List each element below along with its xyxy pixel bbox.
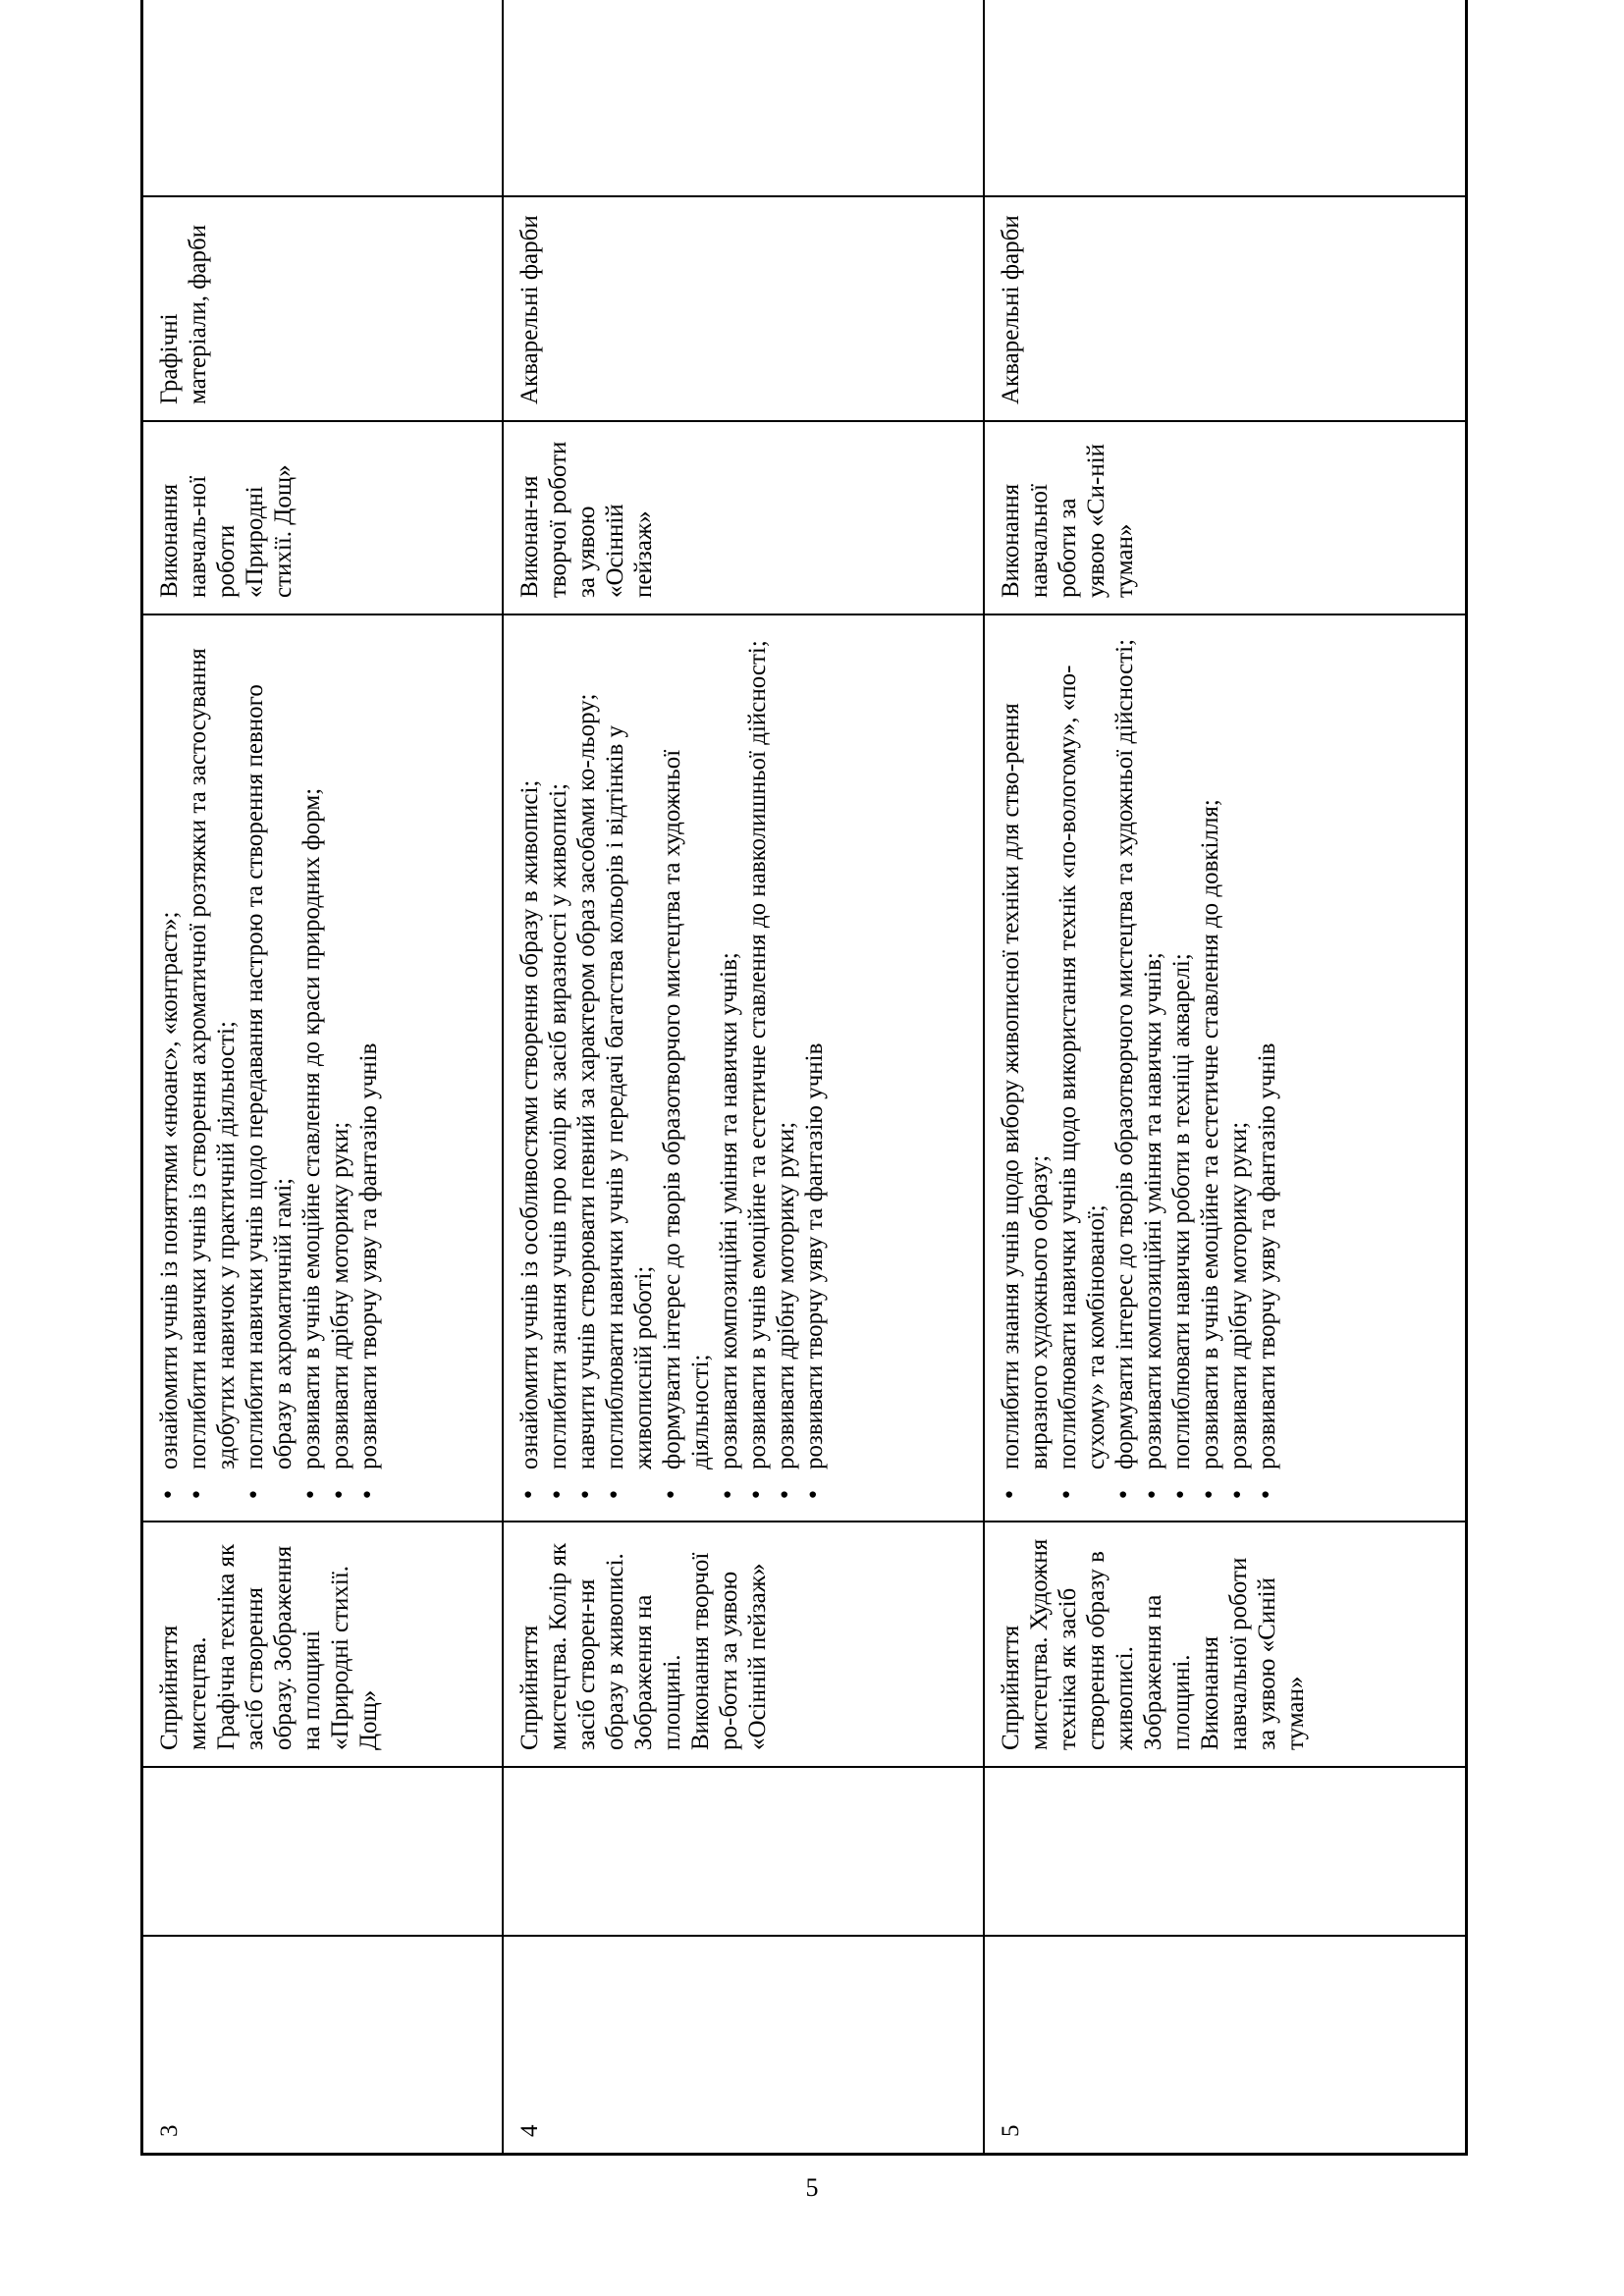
task-item: • розвивати дрібну моторику руки; [326,631,354,1505]
lesson-number: 4 [503,1936,984,2155]
lesson-number: 5 [984,1936,1466,2155]
lesson-tasks [142,614,503,1522]
task-item: • формувати інтерес до творів образотворчого мистецтва та художньої дійсності; [1110,631,1139,1505]
empty-cell [503,1767,984,1936]
task-list [997,631,1281,1505]
empty-cell [142,1767,503,1936]
task-item: • ознайомити учнів із особливостями створення образу в живописі; [515,631,544,1505]
task-list [515,631,829,1505]
empty-cell [503,0,984,196]
task-item: • розвивати творчу уяву та фантазію учнів [354,631,383,1505]
task-item: • розвивати творчу уяву та фантазію учнів [800,631,829,1505]
task-item: • розвивати творчу уяву та фантазію учнів [1253,631,1281,1505]
task-list [155,631,383,1505]
page-number: 5 [805,2173,819,2202]
materials: Акварельні фарби [984,196,1466,421]
lesson-plan-table [140,0,1468,2156]
task-item: • розвивати композиційні уміння та навички учнів; [1139,631,1167,1505]
practical-work: Виконання навчаль-ної роботи «Природні стихії. Дощ» [142,421,503,614]
empty-cell [984,0,1466,196]
task-item: • розвивати дрібну моторику руки; [1224,631,1253,1505]
empty-cell [142,0,503,196]
table-row [984,0,1466,2155]
table-row [503,0,984,2155]
task-item: • навчити учнів створювати певний за характером образ засобами ко-льору; [572,631,601,1505]
lesson-topic: Сприйняття мистецтва. Графічна техніка як засіб створення образу. Зображення на площині «Природні стихії. Дощ» [142,1522,503,1767]
task-item: • розвивати композиційні уміння та навички учнів; [715,631,743,1505]
task-item: • розвивати в учнів емоційне ставлення до краси природних форм; [298,631,326,1505]
task-item: • розвивати в учнів емоційне та естетичне ставлення до навколишньої дійсності; [743,631,772,1505]
task-item: • поглибити навички учнів щодо передавання настрою та створення певного образу в ахроматичній гамі; [241,631,298,1505]
lesson-tasks [984,614,1466,1522]
task-item: • поглиблювати навички учнів у передачі багатства кольорів і відтінків у живописній роботі; [601,631,658,1505]
task-item: • формувати інтерес до творів образотворчого мистецтва та художньої діяльності; [658,631,715,1505]
table-row [142,0,503,2155]
task-item: • поглибити знання учнів про колір як засіб виразності у живописі; [544,631,572,1505]
practical-work: Виконання навчальної роботи за уявою «Си-ній туман» [984,421,1466,614]
lesson-topic: Сприйняття мистецтва. Колір як засіб створен-ня образу в живописі. Зображення на площині. Виконання творчої ро-боти за уявою «Осінній пейзаж» [503,1522,984,1767]
practical-work: Виконан-ня творчої роботи за уявою «Осінній пейзаж» [503,421,984,614]
lesson-topic: Сприйняття мистецтва. Художня техніка як засіб створення образу в живописі. Зображення на площині. Виконання навчальної роботи за уявою «Синій туман» [984,1522,1466,1767]
task-item: • поглиблювати навички учнів щодо використання технік «по-вологому», «по-сухому» та комбінованої; [1054,631,1110,1505]
task-item: • розвивати дрібну моторику руки; [772,631,800,1505]
materials: Графічні матеріали, фарби [142,196,503,421]
materials: Акварельні фарби [503,196,984,421]
task-item: • поглибити навички учнів із створення ахроматичної розтяжки та застосування здобутих навичок у практичній діяльності; [184,631,241,1505]
lesson-tasks [503,614,984,1522]
empty-cell [984,1767,1466,1936]
task-item: • поглибити знання учнів щодо вибору живописної техніки для ство-рення виразного художнього образу; [997,631,1054,1505]
task-item: • поглиблювати навички роботи в техніці акварелі; [1167,631,1196,1505]
task-item: • ознайомити учнів із поняттями «нюанс», «контраст»; [155,631,184,1505]
task-item: • розвивати в учнів емоційне та естетичне ставлення до довкілля; [1196,631,1224,1505]
lesson-plan-table-container [140,141,1468,2156]
lesson-number: 3 [142,1936,503,2155]
